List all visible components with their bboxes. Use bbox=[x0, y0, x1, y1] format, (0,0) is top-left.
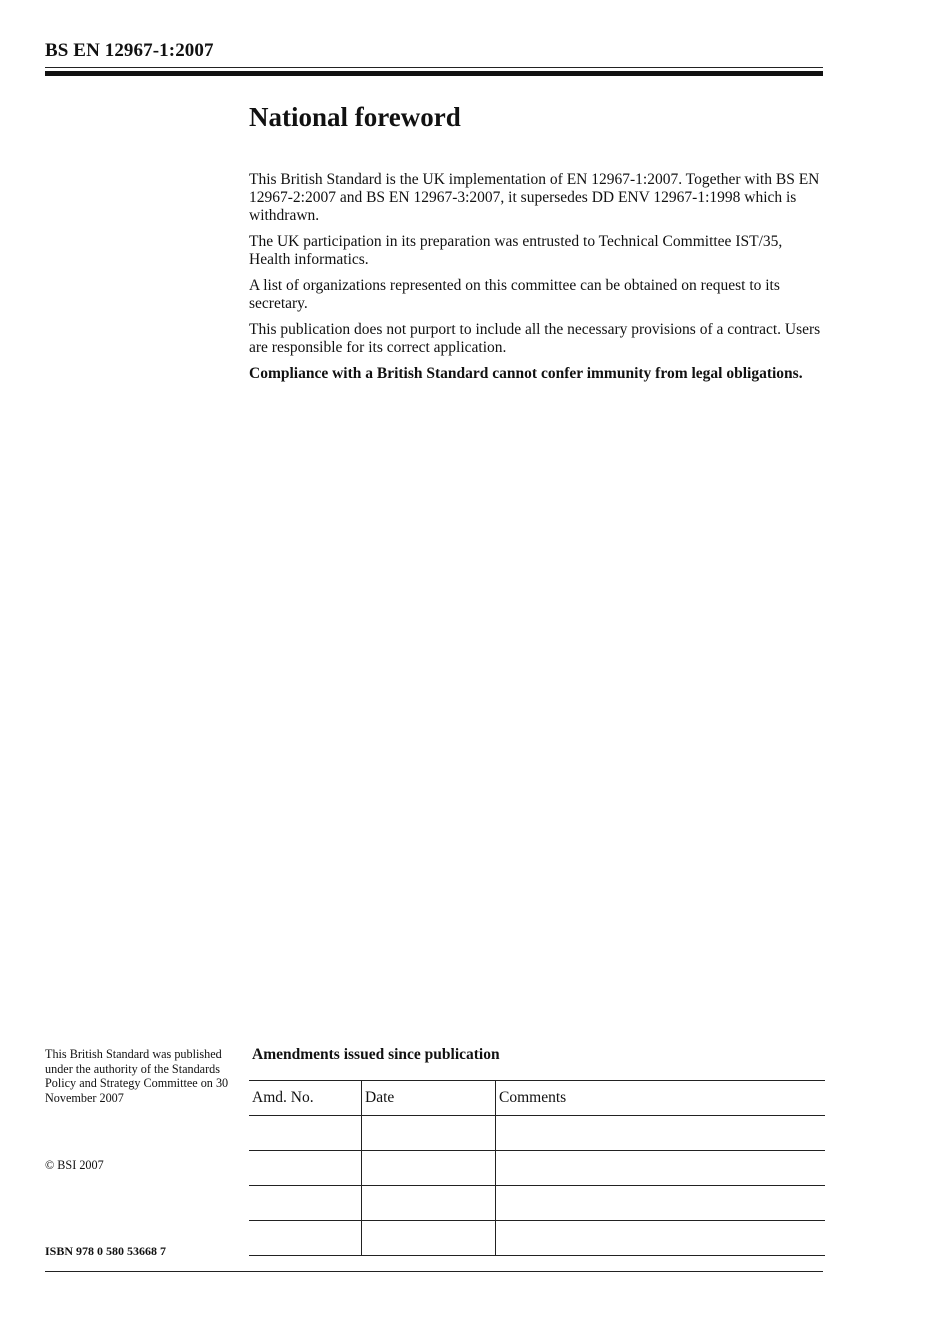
paragraph-committee-list: A list of organizations represented on this committee can be obtained on request to its secretary. bbox=[249, 277, 780, 312]
column-header-comments: Comments bbox=[496, 1081, 826, 1116]
main-content bbox=[249, 100, 829, 391]
table-row bbox=[249, 1221, 825, 1256]
footer-rule bbox=[45, 1271, 823, 1272]
cell-amd-no bbox=[249, 1186, 362, 1221]
cell-date bbox=[362, 1186, 496, 1221]
cell-amd-no bbox=[249, 1116, 362, 1151]
cell-date bbox=[362, 1151, 496, 1186]
cell-comments bbox=[496, 1151, 826, 1186]
cell-amd-no bbox=[249, 1151, 362, 1186]
table-row bbox=[249, 1151, 825, 1186]
cell-comments bbox=[496, 1186, 826, 1221]
header-rule-thick bbox=[45, 71, 823, 76]
copyright-notice: © BSI 2007 bbox=[45, 1158, 104, 1172]
cell-date bbox=[362, 1116, 496, 1151]
cell-date bbox=[362, 1221, 496, 1256]
amendments-title: Amendments issued since publication bbox=[252, 1046, 500, 1063]
cell-comments bbox=[496, 1116, 826, 1151]
page-title: National foreword bbox=[249, 102, 461, 132]
amendments-table bbox=[249, 1080, 825, 1256]
paragraph-participation: The UK participation in its preparation was entrusted to Technical Committee IST/35, Health informatics. bbox=[249, 233, 783, 268]
header-rule-thin bbox=[45, 67, 823, 68]
cell-comments bbox=[496, 1221, 826, 1256]
paragraph-contract: This publication does not purport to include all the necessary provisions of a contract. Users are responsible for its correct application. bbox=[249, 321, 821, 356]
amendments-header-row bbox=[249, 1081, 825, 1116]
cell-amd-no bbox=[249, 1221, 362, 1256]
publication-note: This British Standard was published under the authority of the Standards Policy and Strategy Committee on 30 November 2007 bbox=[45, 1047, 229, 1105]
table-row bbox=[249, 1116, 825, 1151]
table-row bbox=[249, 1186, 825, 1221]
paragraph-compliance: Compliance with a British Standard cannot confer immunity from legal obligations. bbox=[249, 365, 803, 382]
isbn-number: ISBN 978 0 580 53668 7 bbox=[45, 1244, 167, 1258]
document-code: BS EN 12967-1:2007 bbox=[45, 40, 214, 61]
column-header-date: Date bbox=[362, 1081, 496, 1116]
column-header-amd-no: Amd. No. bbox=[249, 1081, 362, 1116]
paragraph-implementation: This British Standard is the UK implementation of EN 12967-1:2007. Together with BS EN 12967-2:2007 and BS EN 12967-3:2007, it supersedes DD ENV 12967-1:1998 which is withdrawn. bbox=[249, 171, 820, 224]
